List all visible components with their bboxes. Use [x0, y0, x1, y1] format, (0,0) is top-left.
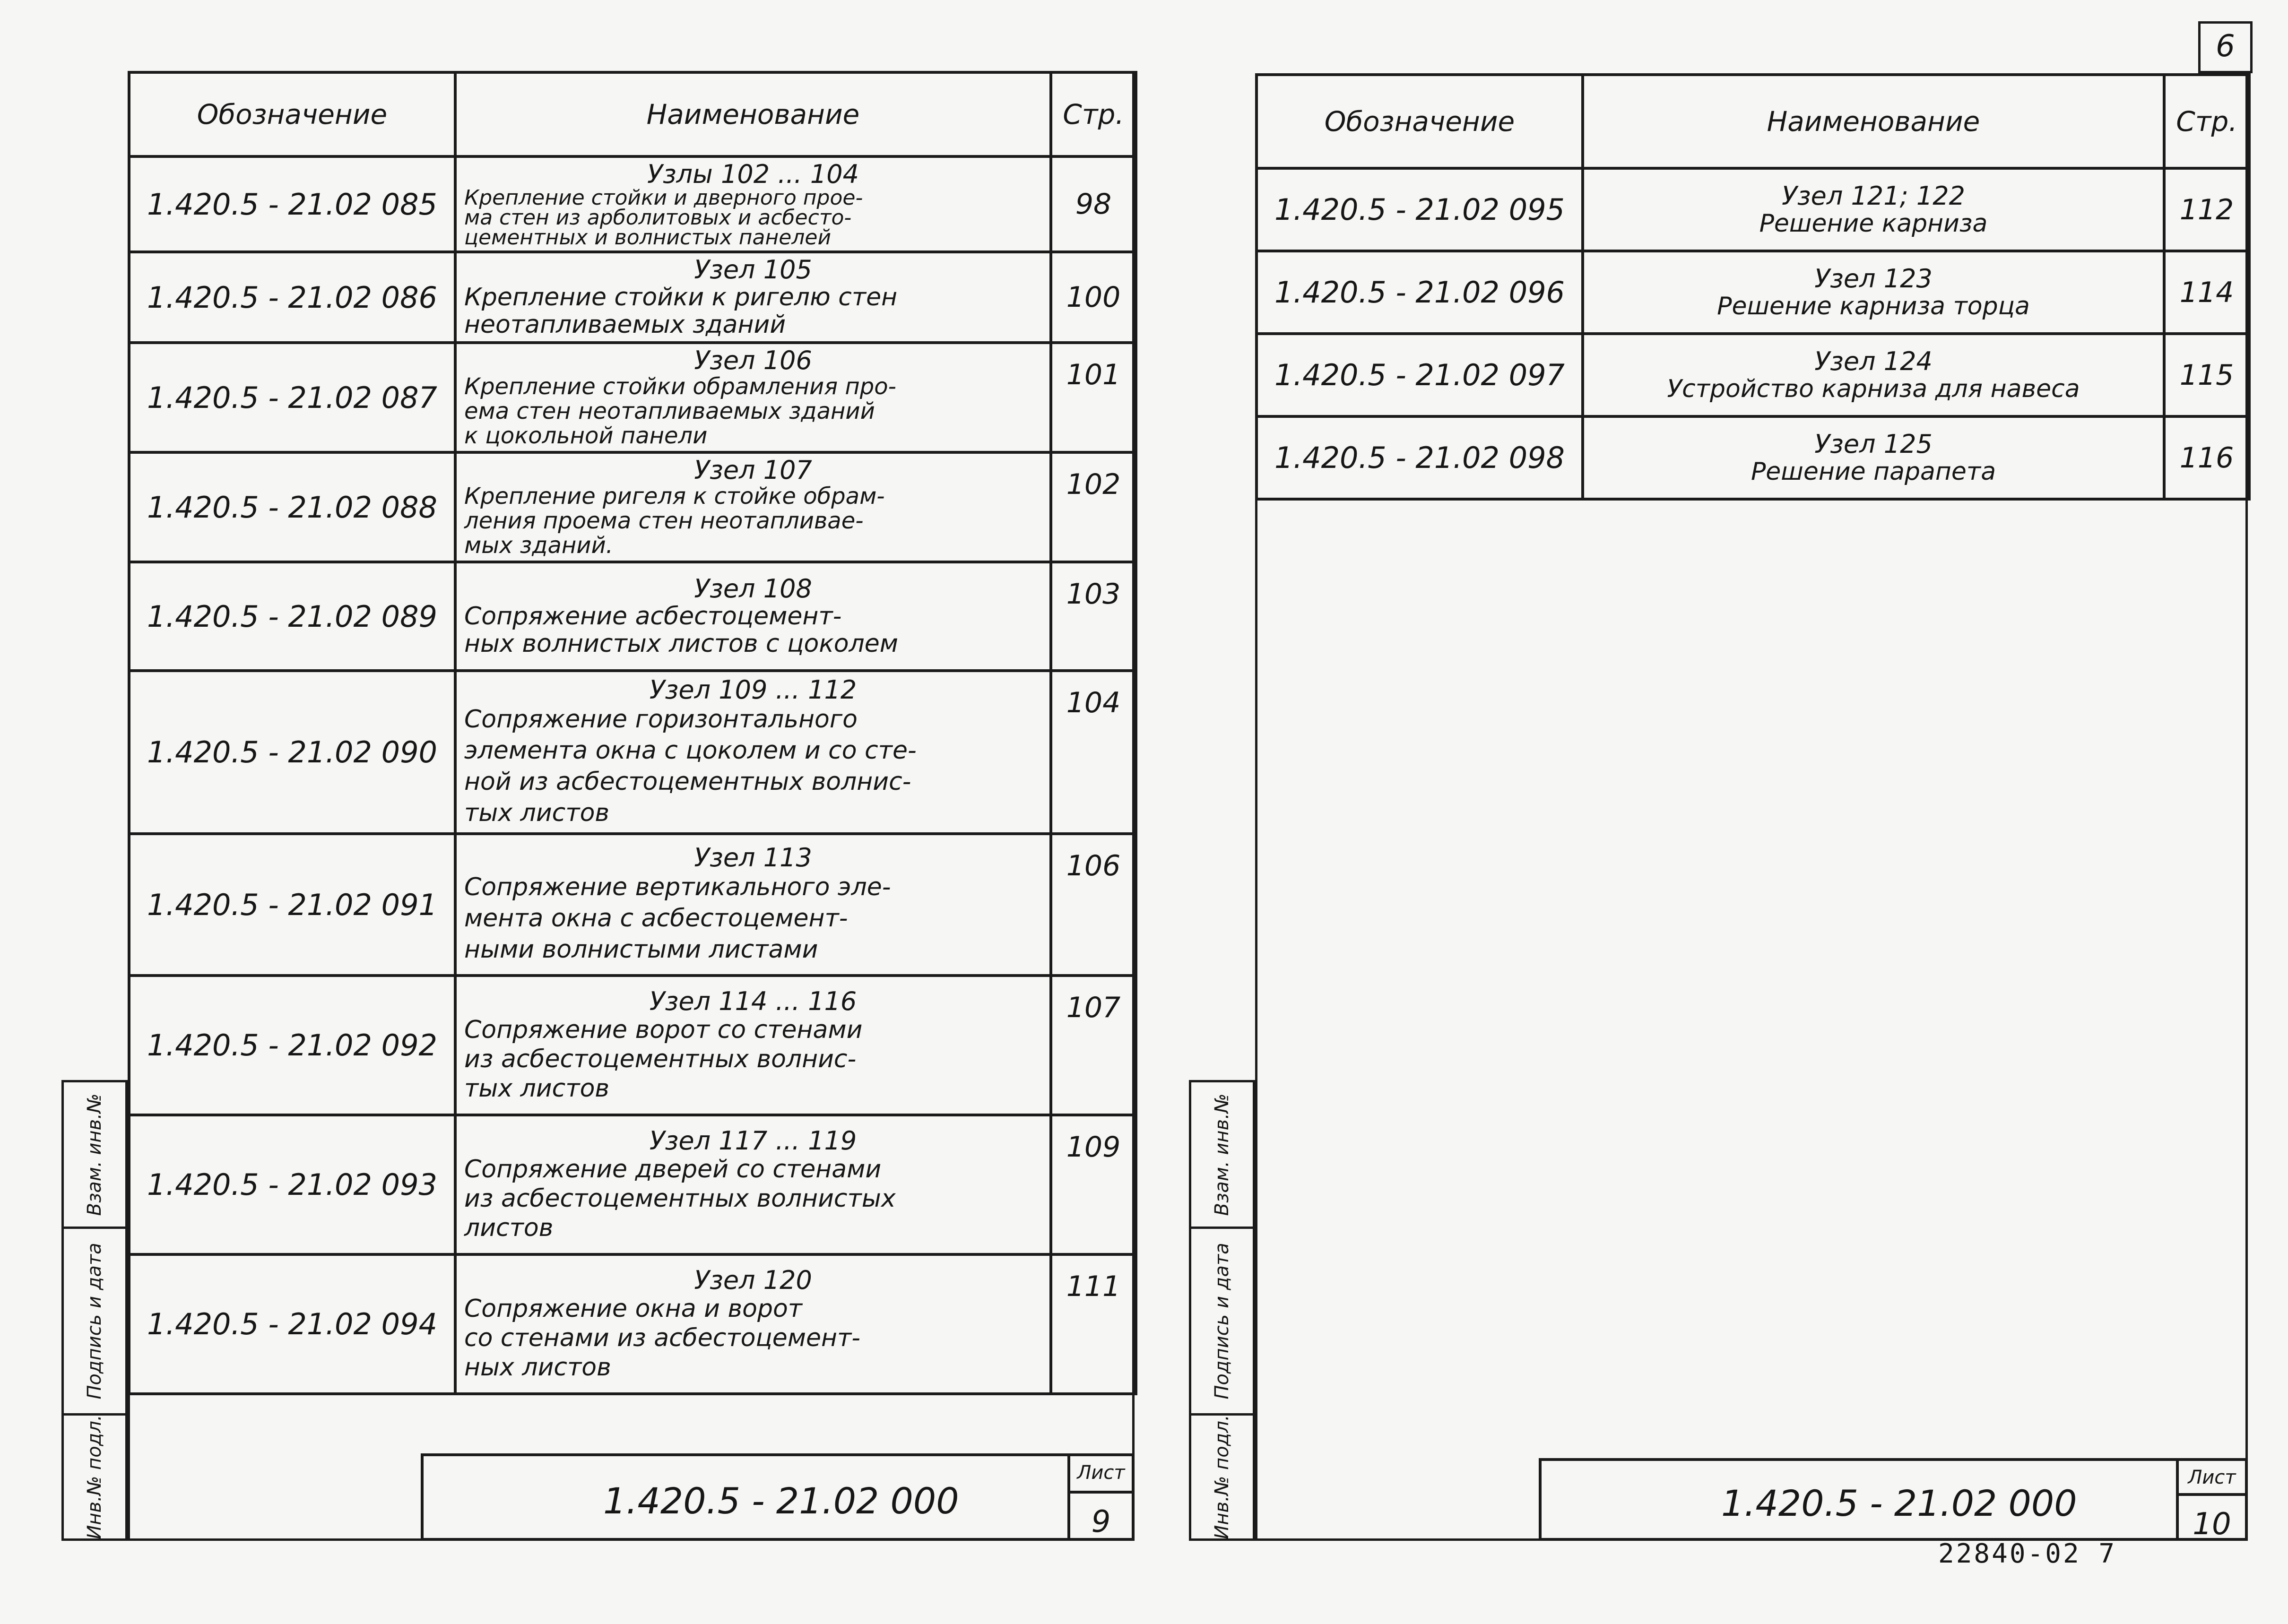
left-sheet-cell	[1067, 1456, 1132, 1538]
replaced-inv-label: Взам. инв.№	[84, 1093, 105, 1216]
row-page: 101	[1051, 343, 1136, 452]
header-designation: Обозначение	[129, 72, 455, 156]
inv-no-label: Инв.№ подл.	[84, 1415, 105, 1539]
right-header-row	[1257, 75, 2249, 168]
row-name	[455, 671, 1051, 834]
row-name	[1583, 251, 2164, 334]
row-name	[455, 976, 1051, 1115]
row-desc: Решение карниза торца	[1717, 292, 2030, 320]
row-code: 1.420.5 - 21.02 095	[1257, 168, 1583, 251]
left-side-strip	[61, 1080, 128, 1541]
row-node: Узел 107	[694, 455, 812, 485]
row-name	[455, 252, 1051, 343]
table-row	[129, 452, 1136, 562]
table-row	[129, 1115, 1136, 1254]
row-node: Узел 108	[694, 574, 812, 604]
row-page: 102	[1051, 452, 1136, 562]
header-designation: Обозначение	[1257, 75, 1583, 168]
row-page: 100	[1051, 252, 1136, 343]
row-page: 98	[1051, 156, 1136, 252]
row-node: Узел 123	[1814, 263, 1933, 294]
row-desc: Сопряжение вертикального эле- мента окна с асбестоцемент- ными волнистыми листами	[464, 873, 891, 964]
row-node: Узел 121; 122	[1781, 181, 1966, 211]
inv-no-cell	[64, 1416, 125, 1538]
row-code: 1.420.5 - 21.02 088	[129, 452, 455, 562]
header-page: Стр.	[1051, 72, 1136, 156]
row-page: 107	[1051, 976, 1136, 1115]
row-name	[455, 1254, 1051, 1394]
right-side-strip	[1189, 1080, 1255, 1541]
row-name	[455, 156, 1051, 252]
row-name	[1583, 416, 2164, 499]
row-page: 109	[1051, 1115, 1136, 1254]
page-number-box: 6	[2198, 21, 2253, 73]
row-page: 103	[1051, 562, 1136, 671]
row-desc: Решение парапета	[1751, 457, 1996, 486]
row-code: 1.420.5 - 21.02 089	[129, 562, 455, 671]
row-name	[455, 1115, 1051, 1254]
header-name: Наименование	[455, 72, 1051, 156]
signature-date-label: Подпись и дата	[1211, 1243, 1233, 1399]
signature-date-cell	[64, 1229, 125, 1416]
row-node: Узел 120	[694, 1265, 812, 1295]
row-page: 116	[2164, 416, 2249, 499]
replaced-inv-cell	[1191, 1082, 1253, 1229]
row-code: 1.420.5 - 21.02 096	[1257, 251, 1583, 334]
row-name	[455, 562, 1051, 671]
right-sheet-cell	[2176, 1461, 2245, 1542]
row-name	[1583, 334, 2164, 416]
row-code: 1.420.5 - 21.02 085	[129, 156, 455, 252]
table-row	[1257, 251, 2249, 334]
table-row	[129, 1254, 1136, 1394]
table-row	[129, 976, 1136, 1115]
row-name	[455, 834, 1051, 976]
signature-date-label: Подпись и дата	[84, 1243, 105, 1399]
table-row	[129, 343, 1136, 452]
row-desc: Крепление ригеля к стойке обрам- ления проема стен неотапливае- мых зданий.	[464, 483, 885, 559]
row-code: 1.420.5 - 21.02 087	[129, 343, 455, 452]
table-row	[129, 671, 1136, 834]
row-node: Узел 105	[694, 255, 812, 285]
row-code: 1.420.5 - 21.02 086	[129, 252, 455, 343]
archive-number: 22840-02 7	[1938, 1538, 2117, 1569]
table-row	[1257, 168, 2249, 251]
row-node: Узел 114 ... 116	[649, 986, 857, 1016]
row-name	[1583, 168, 2164, 251]
inv-no-label: Инв.№ подл.	[1211, 1415, 1233, 1539]
row-desc: Решение карниза	[1759, 209, 1988, 238]
table-row	[129, 562, 1136, 671]
right-title-block	[1539, 1458, 2248, 1541]
row-node: Узел 125	[1814, 429, 1933, 459]
row-desc: Крепление стойки и дверного прое- ма стен из арболитовых и асбесто- цементных и волнистых панелей	[464, 186, 863, 250]
row-code: 1.420.5 - 21.02 094	[129, 1254, 455, 1394]
row-desc: Сопряжение асбестоцемент- ных волнистых листов с цоколем	[464, 602, 898, 658]
left-header-row	[129, 72, 1136, 156]
row-page: 104	[1051, 671, 1136, 834]
table-row	[129, 156, 1136, 252]
row-node: Узел 124	[1814, 346, 1933, 376]
row-code: 1.420.5 - 21.02 092	[129, 976, 455, 1115]
row-desc: Крепление стойки обрамления про- ема стен неотапливаемых зданий к цокольной панели	[464, 373, 896, 449]
row-node: Узел 109 ... 112	[649, 674, 857, 705]
right-sheet-number: 10	[2193, 1507, 2231, 1542]
left-title-code: 1.420.5 - 21.02 000	[603, 1480, 959, 1522]
row-node: Узел 117 ... 119	[649, 1125, 857, 1156]
replaced-inv-label: Взам. инв.№	[1211, 1093, 1233, 1216]
table-row	[129, 252, 1136, 343]
left-sheet-number: 9	[1091, 1504, 1111, 1539]
header-page: Стр.	[2164, 75, 2249, 168]
inv-no-cell	[1191, 1416, 1253, 1538]
row-page: 115	[2164, 334, 2249, 416]
row-code: 1.420.5 - 21.02 097	[1257, 334, 1583, 416]
left-title-block	[421, 1453, 1135, 1541]
right-title-code: 1.420.5 - 21.02 000	[1721, 1482, 2077, 1524]
row-desc: Крепление стойки к ригелю стен неотапливаемых зданий	[464, 283, 898, 339]
row-desc: Сопряжение окна и ворот со стенами из асбестоцемент- ных листов	[464, 1294, 861, 1382]
row-node: Узел 106	[694, 346, 812, 375]
row-code: 1.420.5 - 21.02 093	[129, 1115, 455, 1254]
signature-date-cell	[1191, 1229, 1253, 1416]
row-desc: Сопряжение ворот со стенами из асбестоцементных волнис- тых листов	[464, 1015, 863, 1103]
table-row	[1257, 416, 2249, 499]
row-page: 114	[2164, 251, 2249, 334]
row-page: 112	[2164, 168, 2249, 251]
row-desc: Устройство карниза для навеса	[1667, 374, 2080, 403]
row-code: 1.420.5 - 21.02 090	[129, 671, 455, 834]
table-row	[129, 834, 1136, 976]
row-name	[455, 452, 1051, 562]
row-page: 111	[1051, 1254, 1136, 1394]
header-name: Наименование	[1583, 75, 2164, 168]
row-desc: Сопряжение горизонтального элемента окна с цоколем и со сте- ной из асбестоцементных волнис- тых листов	[464, 705, 917, 827]
row-name	[455, 343, 1051, 452]
replaced-inv-cell	[64, 1082, 125, 1229]
table-row	[1257, 334, 2249, 416]
left-sheet-label: Лист	[1070, 1456, 1132, 1494]
row-page: 106	[1051, 834, 1136, 976]
row-code: 1.420.5 - 21.02 091	[129, 834, 455, 976]
row-code: 1.420.5 - 21.02 098	[1257, 416, 1583, 499]
row-node: Узел 113	[694, 843, 812, 872]
left-index-table	[128, 71, 1137, 1395]
row-node: Узлы 102 ... 104	[647, 159, 859, 189]
right-index-table	[1255, 73, 2251, 501]
row-desc: Сопряжение дверей со стенами из асбестоцементных волнистых листов	[464, 1155, 896, 1242]
right-sheet-label: Лист	[2179, 1461, 2245, 1496]
